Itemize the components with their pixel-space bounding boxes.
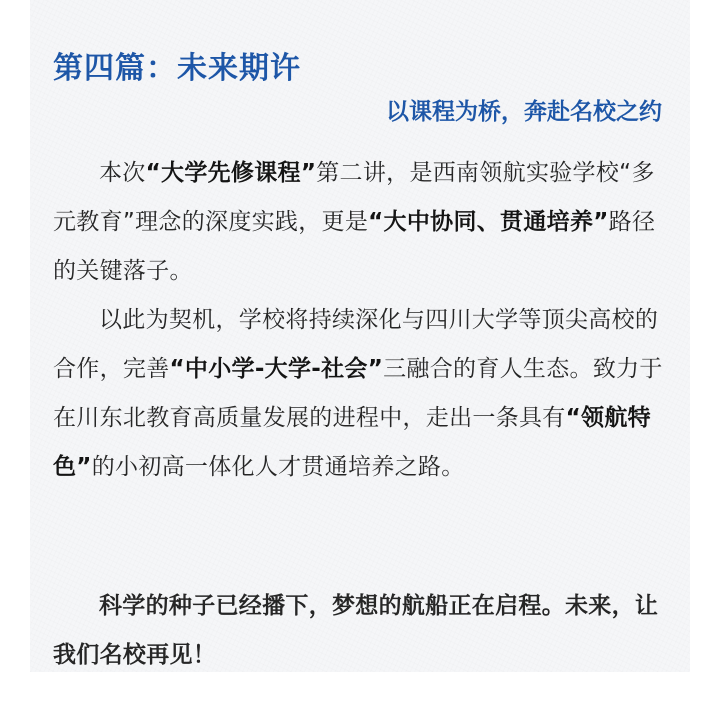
closing-statement: 科学的种子已经播下，梦想的航船正在启程。未来，让我们名校再见！	[53, 593, 659, 668]
paragraph1-text-2: 第二讲，是西南领航实验学校“多元教育”理念的深度实践，更是	[53, 160, 655, 235]
paragraph-future-plan	[53, 296, 665, 492]
highlight-linghang-feature: “领航特色”	[53, 405, 651, 480]
highlight-advanced-course: “大学先修课程”	[145, 160, 317, 186]
highlight-school-university-society: “中小学-大学-社会”	[169, 356, 384, 382]
paragraph1-text-3: 路径的关键落子。	[53, 209, 656, 284]
highlight-collaborative-training: “大中协同、贯通培养”	[368, 209, 609, 235]
paragraph2-text-3: 的小初高一体化人才贯通培养之路。	[91, 454, 465, 480]
section-title: 第四篇：未来期许	[53, 51, 301, 86]
paragraph2-text-1: 以此为契机，学校将持续深化与四川大学等顶尖高校的合作，完善	[53, 307, 659, 382]
section-subtitle: 以课程为桥，奔赴名校之约	[386, 99, 662, 125]
paragraph-course-practice	[53, 149, 665, 296]
paragraph2-text-2: 三融合的育人生态。致力于在川东北教育高质量发展的进程中，走出一条具有	[53, 356, 663, 431]
paragraph1-text-1: 本次	[99, 160, 146, 186]
